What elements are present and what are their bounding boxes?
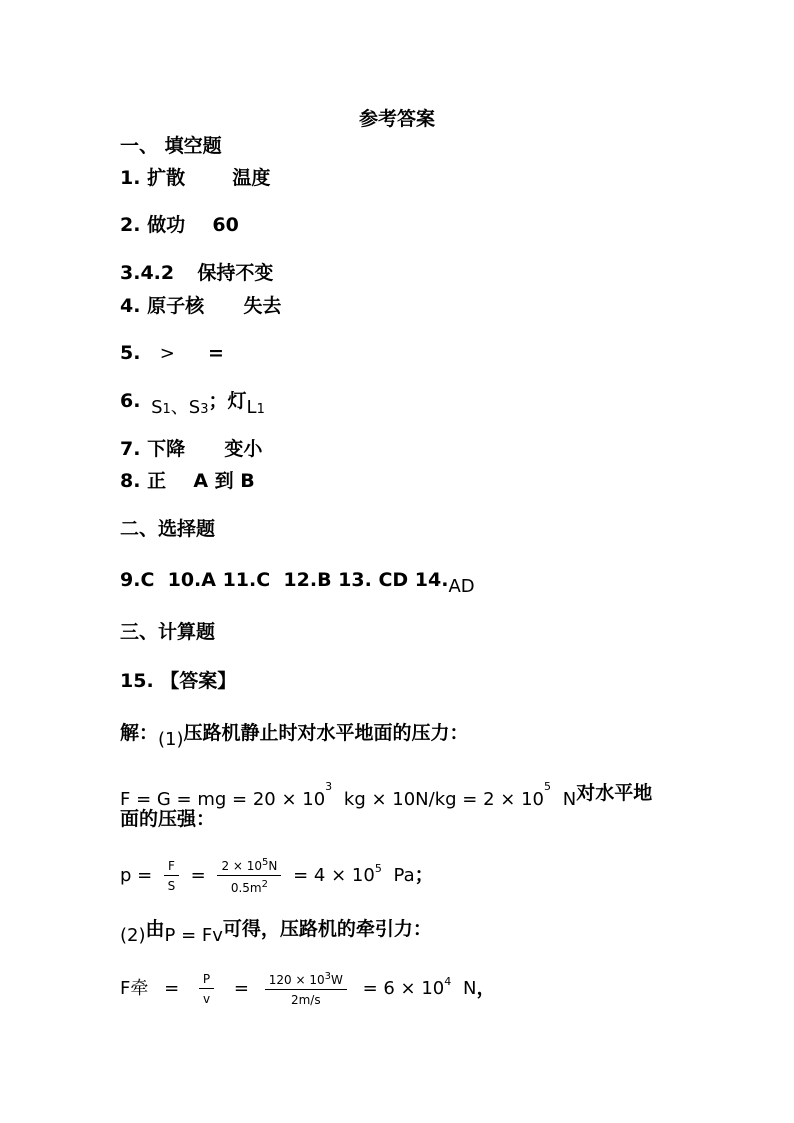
answer-15-heading: 15. 【答案】 [120,670,237,692]
page-title: 参考答案 [358,108,435,130]
numerator [265,972,347,990]
section-fill-in: 一、 填空题 [120,135,222,157]
answer-part: 保持不变 [197,262,274,284]
numerator-text: 2 × 10 [221,859,263,873]
denominator: v [202,992,211,1006]
numerator [217,858,281,876]
unit: W [330,973,343,987]
answer-text: ；灯 [208,390,247,412]
choice-answers [120,571,475,596]
answer-part: 温度 [232,167,271,189]
answer-part: = [208,342,224,364]
answer-num: 5. [120,342,141,364]
denominator [217,876,281,894]
solution-text: 对水平地 [576,782,653,804]
fraction-p-over-v [199,973,214,1005]
part-number: (1) [158,729,184,750]
unit: Pa [393,865,415,886]
formula: P = Fv [164,925,223,946]
equation-text: p = [120,865,153,886]
answer-part: 失去 [243,295,282,317]
equation-text: F牵 [120,978,149,999]
answer-part: 变小 [224,438,263,460]
equals: = [164,978,180,999]
part-number: (2) [120,925,146,946]
answer-7 [120,440,262,459]
fraction-value [265,972,347,1006]
punctuation: ， [476,977,496,999]
answer-1 [120,169,270,188]
denominator: S [167,879,176,893]
answer-6 [120,392,265,417]
unit: N [562,789,577,810]
answer-num: 2. [120,214,141,236]
solution-text: 压路机静止时对水平地面的压力： [183,722,469,744]
answer-num: 1. [120,167,141,189]
numerator: P [199,973,214,989]
force-equation [120,781,652,809]
answer-part: 做功 [147,214,186,236]
traction-equation [120,972,495,1006]
fraction-f-over-s [164,860,179,892]
answer-4 [120,297,281,316]
choice-text: 9.C 10.A 11.C 12.B 13. CD 14. [120,569,449,591]
switch-s1: S [151,397,163,418]
answer-8 [120,472,255,491]
solution-line-3 [120,920,432,945]
equation-text: kg × 10N/kg = 2 × 10 [343,789,544,810]
subscript: 1 [256,402,265,417]
answer-5 [120,344,224,363]
answer-part: 正 [147,470,167,492]
equals: = [190,865,206,886]
exponent: 3 [324,971,331,982]
exponent: 5 [262,857,269,868]
subscript: 1 [162,402,171,417]
separator: 、 [170,397,189,418]
fraction-value [217,858,281,894]
section-calc: 三、计算题 [120,621,216,643]
answer-part: 原子核 [147,295,205,317]
answer-3 [120,264,273,283]
section-choice: 二、选择题 [120,518,216,540]
switch-s3: S [188,397,201,418]
answer-part: > [159,343,175,364]
answer-num: 8. [120,470,141,492]
answer-part: 下降 [147,438,186,460]
answer-num: 7. [120,438,141,460]
exponent: 5 [374,862,382,875]
answer-part: 60 [212,214,239,236]
answer-part: A 到 B [193,470,255,492]
solution-line-2b: 面的压强： [120,808,216,830]
equation-text: = 4 × 10 [293,865,375,886]
choice-last: AD [448,576,475,597]
answer-num: 6. [120,390,141,412]
exponent: 5 [543,780,551,793]
exponent: 4 [444,975,452,988]
solution-text: 可得，压路机的牵引力： [222,918,432,940]
answer-2 [120,216,239,235]
answer-part: 扩散 [147,167,186,189]
denominator-text: 0.5m [230,881,262,895]
answer-num: 3.4.2 [120,262,175,284]
punctuation: ； [414,864,434,886]
exponent: 3 [325,780,333,793]
solution-label: 解： [120,722,159,744]
exponent: 2 [261,879,268,890]
unit: N [268,859,278,873]
answer-num: 4. [120,295,141,317]
equation-text: = 6 × 10 [362,978,445,999]
solution-text: 由 [145,918,165,940]
numerator: F [164,860,179,876]
unit: N [463,978,477,999]
pressure-equation [120,858,434,894]
lamp-l: L [246,397,257,418]
subscript: 3 [200,402,209,417]
denominator: 2m/s [290,993,321,1007]
equals: = [233,978,249,999]
solution-line-1 [120,724,469,749]
equation-text: F = G = mg = 20 × 10 [120,789,326,810]
numerator-text: 120 × 10 [268,973,325,987]
